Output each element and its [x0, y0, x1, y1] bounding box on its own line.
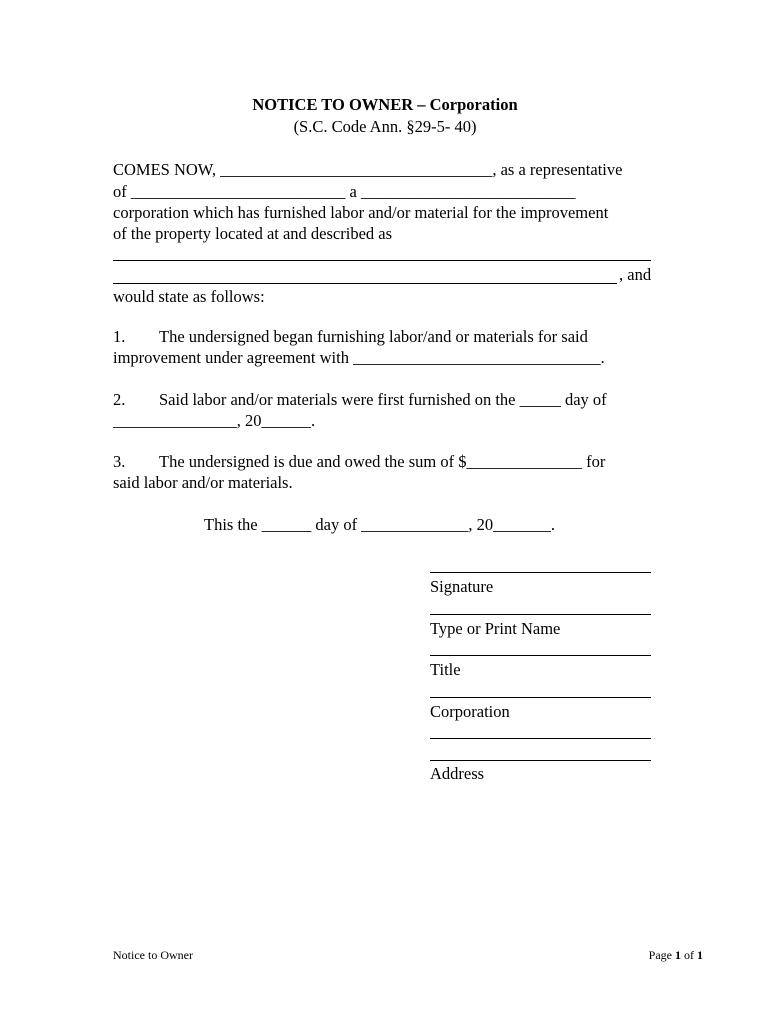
title-label: Title	[430, 660, 461, 679]
page-current: 1	[675, 948, 681, 962]
signature-blank	[430, 572, 651, 573]
footer-document-name: Notice to Owner	[113, 948, 193, 962]
item-3-line-1: The undersigned is due and owed the sum of $______________ for	[159, 452, 606, 471]
item-3-line-2: said labor and/or materials.	[113, 473, 293, 492]
intro-line-3: corporation which has furnished labor and/or material for the improvement	[113, 203, 609, 222]
item-1-line-2: improvement under agreement with ______________________________.	[113, 348, 605, 367]
item-2-line-2: _______________, 20______.	[113, 411, 316, 430]
page-of: of	[681, 948, 697, 962]
corporation-label: Corporation	[430, 702, 510, 721]
property-description-blank-2	[113, 283, 617, 284]
intro-and-text: , and	[619, 265, 652, 284]
property-description-blank-1	[113, 260, 651, 261]
item-1-line-1: The undersigned began furnishing labor/and or materials for said	[159, 327, 588, 346]
item-1-number: 1.	[113, 327, 126, 346]
footer-page-number	[649, 948, 703, 963]
address-label: Address	[430, 764, 485, 783]
title-blank	[430, 655, 651, 656]
signature-label: Signature	[430, 577, 494, 596]
page-prefix: Page	[648, 948, 675, 962]
address-blank-2	[430, 760, 651, 761]
print-name-label: Type or Print Name	[430, 619, 561, 638]
print-name-blank	[430, 614, 651, 615]
item-2-line-1: Said labor and/or materials were first furnished on the _____ day of	[159, 390, 607, 409]
intro-line-6: would state as follows:	[113, 287, 265, 306]
dated-line: This the ______ day of _____________, 20_______.	[204, 515, 556, 534]
corporation-blank	[430, 697, 651, 698]
document-title: NOTICE TO OWNER – Corporation	[252, 95, 518, 114]
item-3-number: 3.	[113, 452, 126, 471]
page-total: 1	[697, 948, 703, 962]
document-subtitle: (S.C. Code Ann. §29-5- 40)	[293, 117, 477, 136]
address-blank-1	[430, 738, 651, 739]
item-2-number: 2.	[113, 390, 126, 409]
intro-line-2: of __________________________ a __________________________	[113, 182, 576, 201]
intro-line-4: of the property located at and described as	[113, 224, 393, 243]
intro-line-1: COMES NOW, _________________________________, as a representative	[113, 160, 623, 179]
